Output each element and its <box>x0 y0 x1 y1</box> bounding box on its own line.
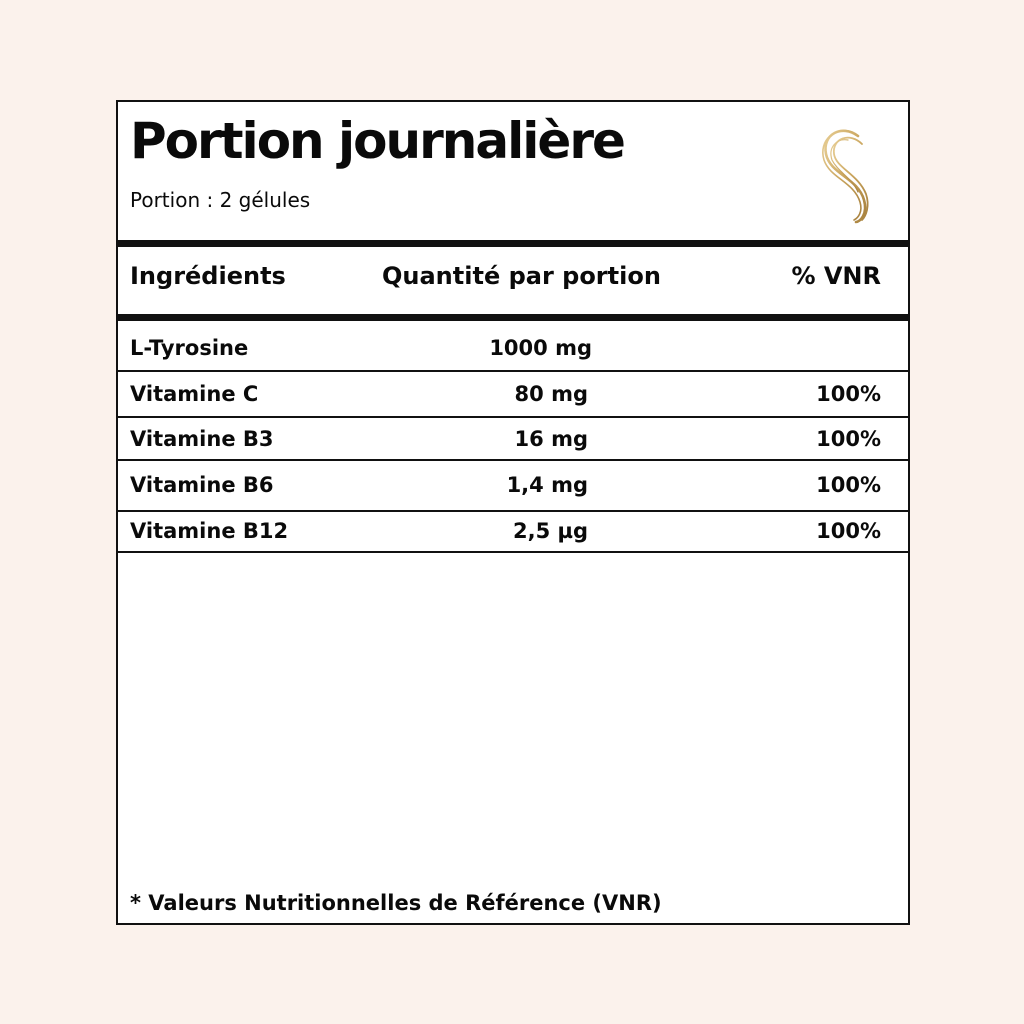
row-divider <box>118 416 908 418</box>
row-vnr: 100% <box>816 473 881 497</box>
footnote: * Valeurs Nutritionnelles de Référence (VNR) <box>130 891 662 915</box>
row-quantity: 16 mg <box>514 427 588 451</box>
row-ingredient: Vitamine B6 <box>130 473 274 497</box>
row-vnr: 100% <box>816 382 881 406</box>
row-divider <box>118 459 908 461</box>
gold-swirl-logo-icon <box>814 122 874 226</box>
row-quantity: 1000 mg <box>489 336 592 360</box>
row-ingredient: L-Tyrosine <box>130 336 249 360</box>
row-quantity: 80 mg <box>514 382 588 406</box>
page-title: Portion journalière <box>130 112 624 170</box>
row-quantity: 2,5 µg <box>513 519 588 543</box>
header-rule-bottom <box>118 314 908 321</box>
row-divider <box>118 370 908 372</box>
header-rule-top <box>118 240 908 247</box>
serving-size: Portion : 2 gélules <box>130 188 311 212</box>
row-divider <box>118 510 908 512</box>
row-quantity: 1,4 mg <box>506 473 588 497</box>
row-ingredient: Vitamine B3 <box>130 427 274 451</box>
row-ingredient: Vitamine C <box>130 382 259 406</box>
row-vnr: 100% <box>816 519 881 543</box>
column-header-quantity: Quantité par portion <box>382 262 661 290</box>
row-ingredient: Vitamine B12 <box>130 519 289 543</box>
table-bottom-rule <box>118 551 908 553</box>
row-vnr: 100% <box>816 427 881 451</box>
column-header-ingredients: Ingrédients <box>130 262 286 290</box>
nutrition-panel <box>116 100 910 925</box>
column-header-vnr: % VNR <box>791 262 881 290</box>
